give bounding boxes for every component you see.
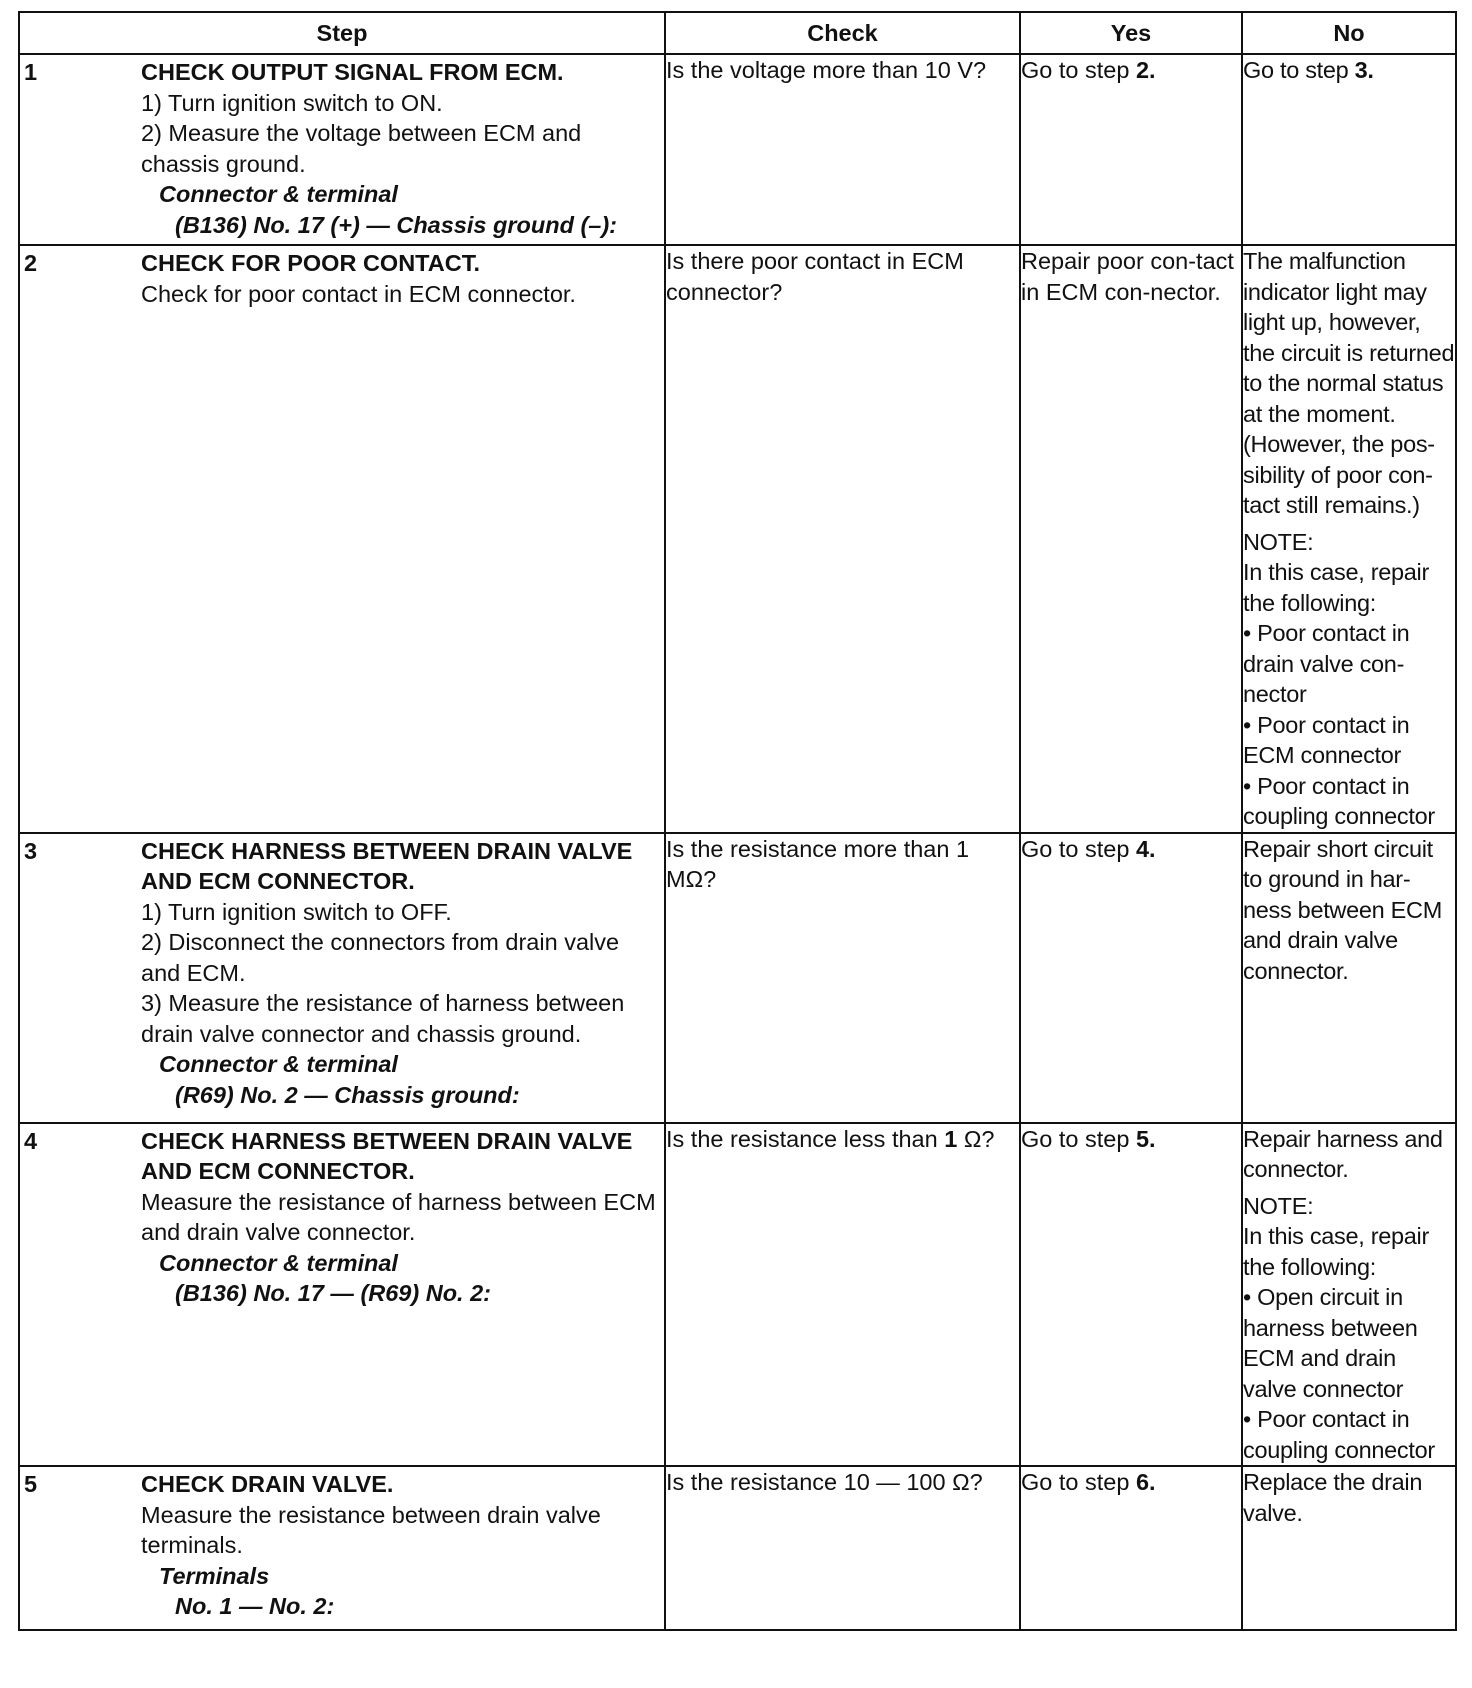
header-no: No bbox=[1242, 12, 1456, 54]
step-instruction: 1) Turn ignition switch to OFF. bbox=[141, 898, 452, 925]
terminal-spec: No. 1 — No. 2: bbox=[175, 1593, 335, 1619]
step-row-3 bbox=[19, 833, 1456, 1123]
check-cell: Is the voltage more than 10 V? bbox=[665, 54, 1020, 245]
note-text: In this case, repair the following: bbox=[1243, 559, 1430, 616]
step-number: 4 bbox=[24, 1127, 38, 1154]
step-row-1 bbox=[19, 54, 1456, 245]
step-row-5 bbox=[19, 1466, 1456, 1630]
step-cell bbox=[19, 833, 665, 1123]
step-title: CHECK OUTPUT SIGNAL FROM ECM. bbox=[141, 59, 564, 85]
step-title: CHECK HARNESS BETWEEN DRAIN VALVE AND ECM CONNECTOR. bbox=[141, 837, 633, 894]
step-number: 1 bbox=[24, 59, 38, 85]
no-cell: Repair short circuit to ground in har-ness between ECM and drain valve connector. bbox=[1242, 833, 1456, 1123]
header-check: Check bbox=[665, 12, 1020, 54]
step-number: 3 bbox=[24, 837, 38, 864]
step-instruction: Measure the resistance of harness between ECM and drain valve connector. bbox=[141, 1188, 656, 1245]
step-cell bbox=[19, 1466, 665, 1630]
step-cell bbox=[19, 54, 665, 245]
note-text: In this case, repair the following: bbox=[1243, 1223, 1430, 1280]
yes-step-ref: 2. bbox=[1135, 57, 1156, 83]
step-instruction: Check for poor contact in ECM connector. bbox=[141, 280, 576, 307]
header-row bbox=[19, 12, 1456, 54]
yes-text: Go to step bbox=[1021, 57, 1136, 83]
yes-cell bbox=[1020, 833, 1242, 1123]
check-text: Is the resistance less than bbox=[666, 1125, 945, 1152]
step-instruction: 1) Turn ignition switch to ON. bbox=[141, 89, 443, 116]
yes-cell: Repair poor con-tact in ECM con-nector. bbox=[1020, 245, 1242, 833]
note-bullet: • Poor contact in coupling connector bbox=[1243, 1406, 1435, 1463]
check-cell: Is the resistance more than 1 MΩ? bbox=[665, 833, 1020, 1123]
no-step-ref: 3. bbox=[1354, 57, 1374, 83]
note-bullet: • Poor contact in ECM connector bbox=[1243, 711, 1410, 768]
terminal-spec: (R69) No. 2 — Chassis ground: bbox=[175, 1081, 520, 1108]
check-value: 1 bbox=[944, 1125, 958, 1152]
yes-step-ref: 4. bbox=[1135, 835, 1156, 862]
diagnostic-procedure-table bbox=[18, 11, 1457, 1631]
no-text: The malfunction indicator light may light up, however, the circuit is returned to the normal status at the moment. (However, the pos-sibility of poor con-tact still remains.) bbox=[1243, 248, 1455, 518]
check-unit: Ω? bbox=[957, 1125, 995, 1152]
header-step: Step bbox=[19, 12, 665, 54]
no-text: Repair harness and connector. bbox=[1243, 1125, 1443, 1182]
no-cell bbox=[1242, 54, 1456, 245]
step-number: 5 bbox=[24, 1471, 38, 1497]
step-title: CHECK DRAIN VALVE. bbox=[141, 1471, 394, 1497]
connector-label: Connector & terminal bbox=[159, 181, 398, 207]
step-instruction: 3) Measure the resistance of harness between drain valve connector and chassis ground. bbox=[141, 990, 625, 1047]
yes-step-ref: 5. bbox=[1135, 1125, 1156, 1152]
yes-cell bbox=[1020, 1466, 1242, 1630]
no-text: Go to step bbox=[1243, 57, 1355, 83]
step-row-2 bbox=[19, 245, 1456, 833]
note-bullet: • Open circuit in harness between ECM and drain valve connector bbox=[1243, 1284, 1418, 1402]
terminals-label: Terminals bbox=[159, 1562, 270, 1589]
no-cell bbox=[1242, 245, 1456, 833]
no-cell bbox=[1242, 1123, 1456, 1467]
check-cell: Is there poor contact in ECM connector? bbox=[665, 245, 1020, 833]
step-row-4 bbox=[19, 1123, 1456, 1467]
step-instruction: 2) Measure the voltage between ECM and chassis ground. bbox=[141, 120, 582, 177]
yes-text: Go to step bbox=[1021, 1125, 1136, 1152]
connector-label: Connector & terminal bbox=[159, 1249, 398, 1276]
step-instruction: Measure the resistance between drain valve terminals. bbox=[141, 1501, 601, 1558]
yes-text: Go to step bbox=[1021, 835, 1136, 862]
note-label: NOTE: bbox=[1243, 1192, 1314, 1219]
note-label: NOTE: bbox=[1243, 528, 1314, 555]
note-bullet: • Poor contact in drain valve con-nector bbox=[1243, 620, 1410, 707]
yes-step-ref: 6. bbox=[1135, 1469, 1156, 1495]
yes-cell bbox=[1020, 1123, 1242, 1467]
step-title: CHECK HARNESS BETWEEN DRAIN VALVE AND ECM CONNECTOR. bbox=[141, 1127, 633, 1184]
step-cell bbox=[19, 245, 665, 833]
header-yes: Yes bbox=[1020, 12, 1242, 54]
check-cell: Is the resistance 10 — 100 Ω? bbox=[665, 1466, 1020, 1630]
step-cell bbox=[19, 1123, 665, 1467]
connector-label: Connector & terminal bbox=[159, 1051, 398, 1077]
step-number: 2 bbox=[24, 250, 38, 276]
yes-cell bbox=[1020, 54, 1242, 245]
step-instruction: 2) Disconnect the connectors from drain valve and ECM. bbox=[141, 929, 620, 986]
check-cell bbox=[665, 1123, 1020, 1467]
note-bullet: • Poor contact in coupling connector bbox=[1243, 772, 1435, 829]
terminal-spec: (B136) No. 17 (+) — Chassis ground (–): bbox=[175, 211, 618, 238]
terminal-spec: (B136) No. 17 — (R69) No. 2: bbox=[175, 1280, 492, 1306]
step-title: CHECK FOR POOR CONTACT. bbox=[141, 250, 481, 276]
no-cell: Replace the drain valve. bbox=[1242, 1466, 1456, 1630]
yes-text: Go to step bbox=[1021, 1469, 1136, 1495]
